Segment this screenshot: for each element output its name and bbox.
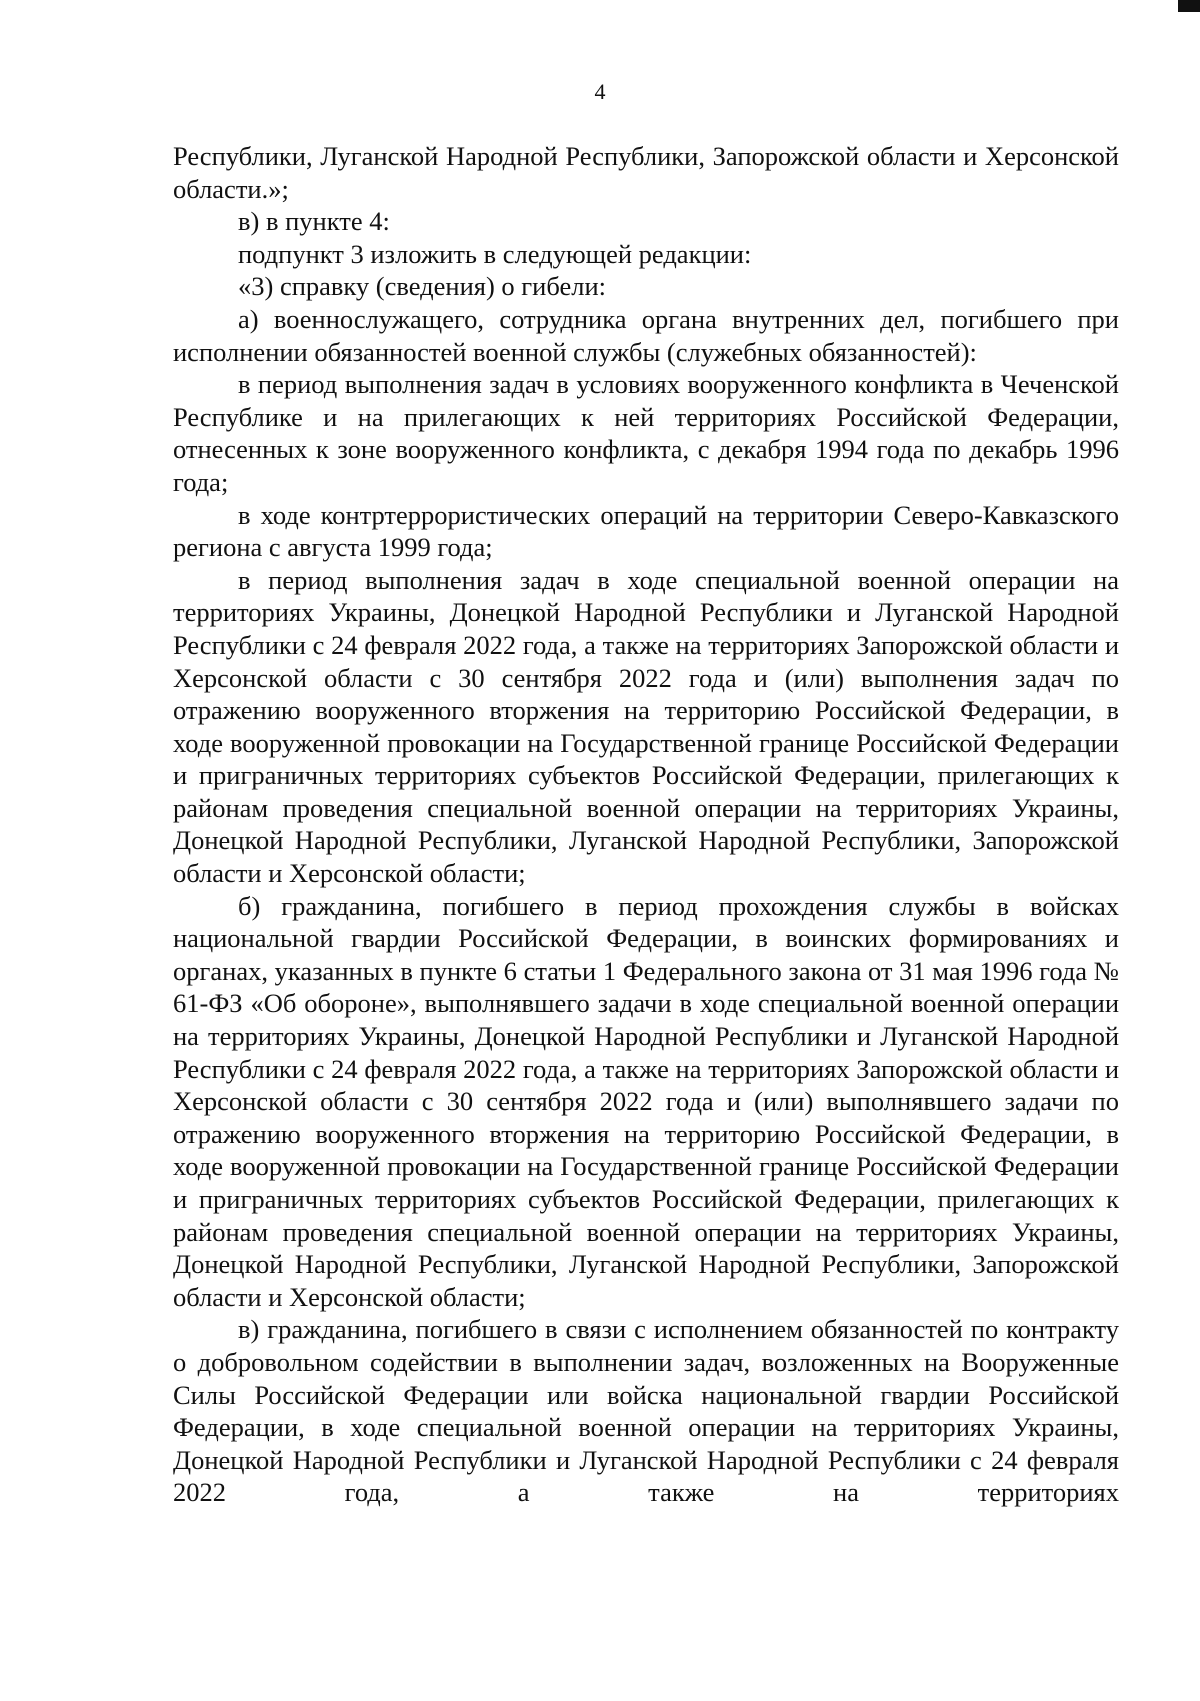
- paragraph-chechen-conflict: в период выполнения задач в условиях вооруженного конфликта в Чеченской Республике и на прилегающих к ней территориях Российской Федерации, отнесенных к зоне вооруженного конфликта, с декабря 1994 года по декабрь 1996 года;: [173, 369, 1119, 497]
- paragraph-subpoint-3-intro: подпункт 3 изложить в следующей редакции:: [238, 238, 752, 269]
- scan-corner-mark: [1178, 0, 1200, 12]
- page-number: 4: [594, 79, 606, 104]
- paragraph-item-v-point-4: в) в пункте 4:: [238, 206, 390, 237]
- paragraph-item-a: а) военнослужащего, сотрудника органа внутренних дел, погибшего при исполнении обязанностей военной службы (служебных обязанностей):: [173, 303, 1119, 367]
- paragraph-item-v: в) гражданина, погибшего в связи с исполнением обязанностей по контракту о добровольном содействии в выполнении задач, возложенных на Вооруженные Силы Российской Федерации или войска национальной гвардии Российской Федерации, в ходе специальной военной операции на территориях Украины, Донецкой Народной Республики и Луганской Народной Республики с 24 февраля 2022 года, а также на территориях: [173, 1314, 1119, 1508]
- document-body: [173, 140, 1119, 1509]
- paragraph-continuation: Республики, Луганской Народной Республики, Запорожской области и Херсонской области.»;: [173, 141, 1119, 204]
- paragraph-special-operation: в период выполнения задач в ходе специальной военной операции на территориях Украины, Донецкой Народной Республики и Луганской Народной Республики с 24 февраля 2022 года, а также на территориях Запорожской области и Херсонской области с 30 сентября 2022 года и (или) выполнения задач по отражению вооруженного вторжения на территорию Российской Федерации, в ходе вооруженной провокации на Государственной границе Российской Федерации и приграничных территориях субъектов Российской Федерации, прилегающих к районам проведения специальной военной операции на территориях Украины, Донецкой Народной Республики, Луганской Народной Республики, Запорожской области и Херсонской области;: [173, 564, 1119, 889]
- paragraph-item-b: б) гражданина, погибшего в период прохождения службы в войсках национальной гвардии Российской Федерации, в воинских формированиях и органах, указанных в пункте 6 статьи 1 Федерального закона от 31 мая 1996 года № 61-ФЗ «Об обороне», выполнявшего задачи в ходе специальной военной операции на территориях Украины, Донецкой Народной Республики и Луганской Народной Республики с 24 февраля 2022 года, а также на территориях Запорожской области и Херсонской области с 30 сентября 2022 года и (или) выполнявшего задачи по отражению вооруженного вторжения на территорию Российской Федерации, в ходе вооруженной провокации на Государственной границе Российской Федерации и приграничных территориях субъектов Российской Федерации, прилегающих к районам проведения специальной военной операции на территориях Украины, Донецкой Народной Республики, Луганской Народной Республики, Запорожской области и Херсонской области;: [173, 890, 1119, 1312]
- paragraph-death-certificate: «3) справку (сведения) о гибели:: [238, 271, 606, 302]
- paragraph-counterterrorism: в ходе контртеррористических операций на территории Северо-Кавказского региона с августа 1999 года;: [173, 499, 1119, 563]
